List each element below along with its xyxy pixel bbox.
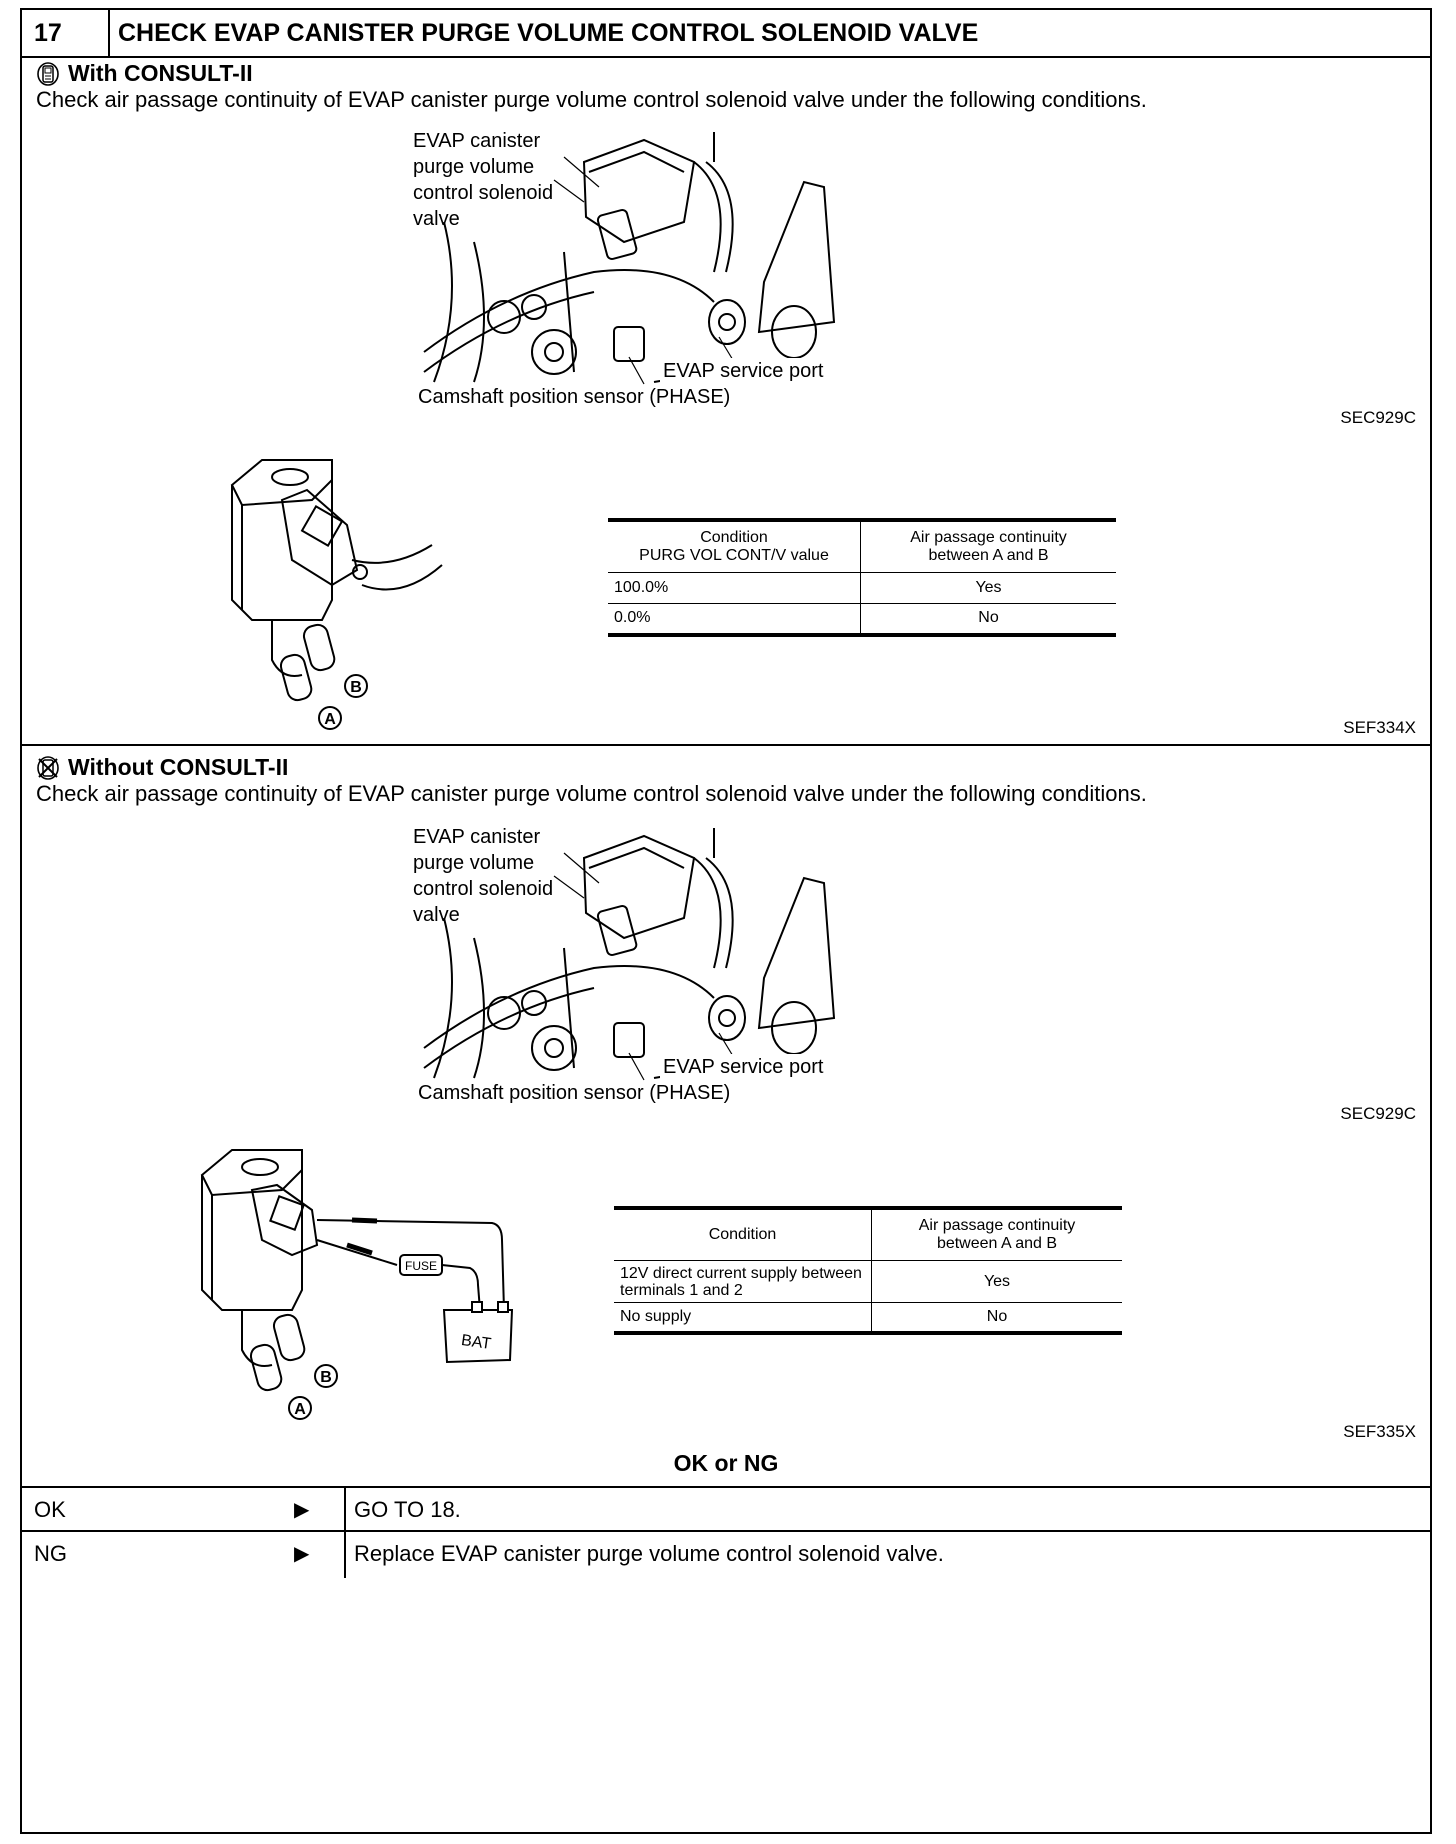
header-line: Air passage continuity xyxy=(918,1217,1076,1234)
table-cell: No xyxy=(861,604,1117,635)
with-consult-heading xyxy=(36,60,253,87)
with-consult-heading-text: With CONSULT-II xyxy=(68,60,253,86)
with-consult-description: Check air passage continuity of EVAP canister purge volume control solenoid valve under the following conditions. xyxy=(36,87,1147,112)
table-cell: 0.0% xyxy=(608,604,861,635)
without-consult-description: Check air passage continuity of EVAP canister purge volume control solenoid valve under the following conditions. xyxy=(36,781,1147,806)
figure-code: SEF335X xyxy=(1343,1422,1416,1441)
direct-supply-condition-table xyxy=(614,1206,1122,1335)
procedure-frame xyxy=(20,8,1432,1834)
table-header-condition xyxy=(608,520,861,573)
header-line: PURG VOL CONT/V value xyxy=(639,547,829,564)
result-value: GO TO 18. xyxy=(354,1497,461,1522)
figure-code: SEC929C xyxy=(1340,1104,1416,1123)
ok-ng-title: OK or NG xyxy=(673,1450,779,1476)
service-port-label: EVAP service port xyxy=(660,1054,826,1080)
consult-icon xyxy=(36,61,60,87)
valve-label-line: purge volume xyxy=(413,156,535,178)
valve-label-line: valve xyxy=(413,904,460,926)
valve-label-line: EVAP canister xyxy=(413,826,541,848)
table-cell: Yes xyxy=(872,1261,1123,1303)
camshaft-sensor-label: Camshaft position sensor (PHASE) xyxy=(418,1082,731,1104)
valve-label-line: purge volume xyxy=(413,852,535,874)
column-divider xyxy=(344,1532,346,1578)
header-line: Condition xyxy=(700,529,768,546)
table-header-continuity xyxy=(861,520,1117,573)
port-b-label: B xyxy=(350,679,362,696)
figure-code: SEC929C xyxy=(1340,408,1416,427)
step-number: 17 xyxy=(22,10,110,56)
solenoid-valve-battery-illustration xyxy=(182,1140,602,1430)
arrow-icon: ▶ xyxy=(294,1543,310,1565)
table-cell xyxy=(614,1261,872,1303)
table-cell: 100.0% xyxy=(608,573,861,604)
table-row xyxy=(614,1303,1122,1333)
arrow-icon: ▶ xyxy=(294,1499,310,1521)
table-cell: No xyxy=(872,1303,1123,1333)
result-key: OK xyxy=(34,1497,66,1522)
header-line: between A and B xyxy=(928,547,1049,564)
without-consult-heading-text: Without CONSULT-II xyxy=(68,754,289,780)
step-title: CHECK EVAP CANISTER PURGE VOLUME CONTROL SOLENOID VALVE xyxy=(118,19,979,47)
valve-label xyxy=(413,128,553,232)
result-row-ng xyxy=(22,1530,1430,1578)
table-row xyxy=(614,1261,1122,1303)
valve-label-line: valve xyxy=(413,208,460,230)
port-b-label: B xyxy=(320,1369,332,1386)
section-divider xyxy=(22,744,1430,746)
result-key: NG xyxy=(34,1541,67,1566)
header-line: Air passage continuity xyxy=(910,529,1067,546)
step-header xyxy=(22,10,1430,58)
figure-code: SEF334X xyxy=(1343,718,1416,737)
battery-label: BAT xyxy=(460,1332,493,1354)
table-row xyxy=(608,604,1116,635)
valve-label-line: control solenoid xyxy=(413,182,554,204)
table-cell: Yes xyxy=(861,573,1117,604)
solenoid-valve-illustration xyxy=(212,450,452,740)
result-row-ok xyxy=(22,1486,1430,1532)
port-a-label: A xyxy=(324,711,336,728)
valve-label-line: control solenoid xyxy=(413,878,554,900)
table-cell: No supply xyxy=(614,1303,872,1333)
valve-label xyxy=(413,824,553,928)
table-header-condition: Condition xyxy=(614,1208,872,1261)
column-divider xyxy=(344,1488,346,1532)
table-row xyxy=(608,573,1116,604)
without-consult-heading xyxy=(36,754,288,781)
camshaft-sensor-label: Camshaft position sensor (PHASE) xyxy=(418,386,731,408)
service-port-label: EVAP service port xyxy=(660,358,826,384)
cell-line: terminals 1 and 2 xyxy=(620,1281,743,1299)
header-line: between A and B xyxy=(936,1235,1058,1252)
cell-line: 12V direct current supply between xyxy=(620,1264,862,1282)
valve-label-line: EVAP canister xyxy=(413,130,541,152)
consult-condition-table xyxy=(608,518,1116,637)
result-value: Replace EVAP canister purge volume control solenoid valve. xyxy=(354,1541,944,1566)
no-consult-icon xyxy=(36,755,60,781)
table-header-continuity xyxy=(872,1208,1123,1261)
port-a-label: A xyxy=(294,1401,306,1418)
fuse-label: FUSE xyxy=(404,1259,438,1273)
